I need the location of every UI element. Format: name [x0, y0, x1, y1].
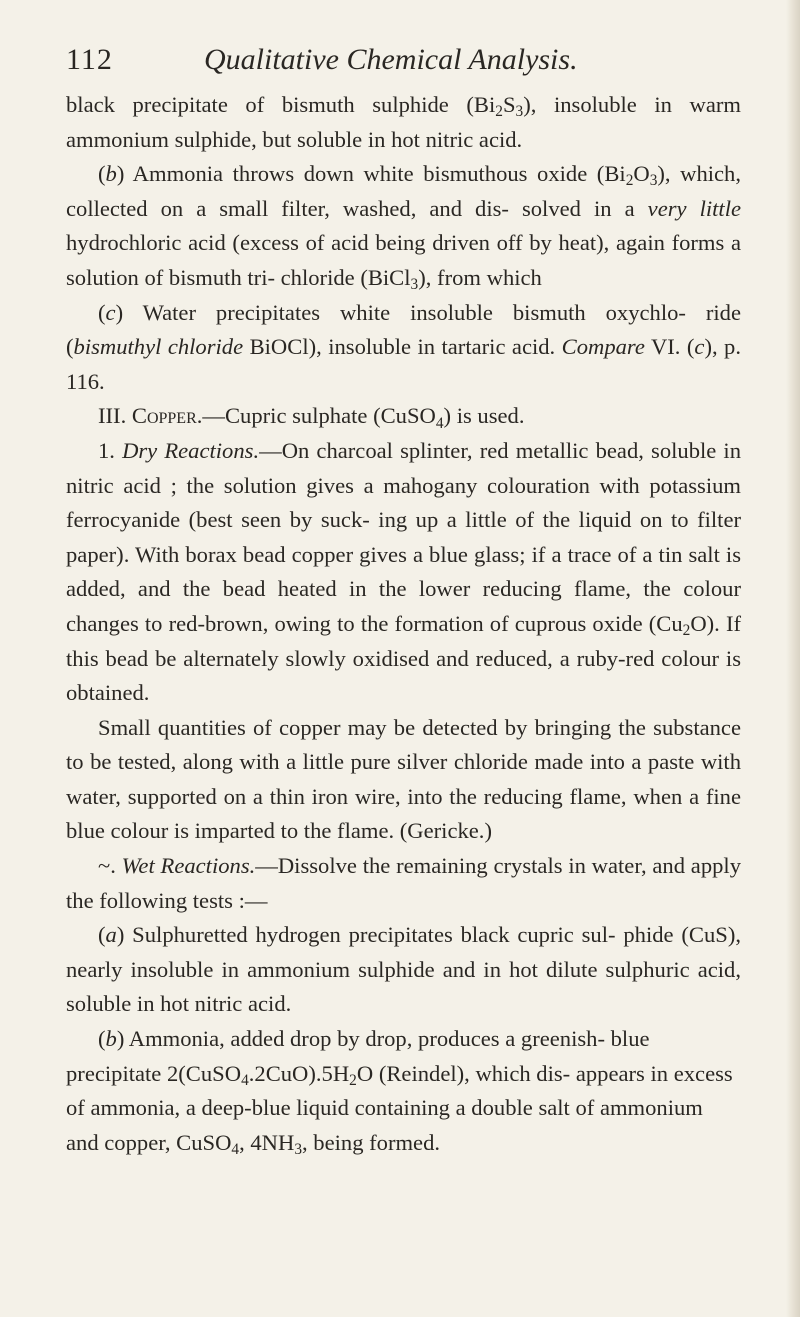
subscript: 2 — [682, 622, 691, 640]
text-run: ), p. 116. — [66, 334, 741, 394]
small-caps-text: Copper. — [131, 403, 203, 429]
paragraph-copper-small-quantities — [66, 711, 741, 849]
text-run: ( — [98, 1026, 106, 1052]
text-run: , being formed. — [302, 1129, 441, 1155]
text-run: hydrochloric acid (excess of acid being driven off by heat), again forms a solution of bismuth tri- chloride (BiCl — [66, 230, 741, 290]
italic-text: c — [105, 299, 116, 325]
text-run: O — [633, 161, 650, 187]
text-run: ~. — [98, 853, 122, 879]
text-run: .2CuO).5H — [248, 1060, 350, 1086]
page-number: 112 — [66, 43, 113, 76]
running-title: Qualitative Chemical Analysis. — [204, 43, 578, 76]
text-run: S — [502, 92, 516, 117]
subscript: 3 — [649, 172, 658, 190]
text-run: ) is used. — [443, 403, 525, 429]
text-run: ), insoluble in warm ammonium sulphide, but soluble in hot nitric acid. — [66, 92, 741, 152]
italic-text: bismuthyl chloride — [73, 334, 244, 360]
subscript: 4 — [435, 414, 444, 432]
subscript: 3 — [515, 103, 524, 121]
text-run: O). If this bead be alternately slowly oxidised and reduced, a ruby-red colour is obtained. — [66, 610, 741, 706]
text-run: ( — [98, 299, 106, 325]
subscript: 4 — [241, 1071, 249, 1089]
text-run: ), which, collected on a small filter, washed, and dis- solved in a — [66, 161, 742, 221]
paragraph-bismuth-water — [66, 296, 741, 400]
text-run: ( — [98, 161, 106, 187]
subscript: 3 — [294, 1141, 302, 1159]
text-run: VI. ( — [644, 334, 695, 360]
running-header — [66, 40, 716, 80]
body-text — [66, 88, 741, 1160]
text-run: ( — [98, 922, 106, 948]
subscript: 2 — [349, 1071, 357, 1089]
section-heading-copper — [66, 399, 741, 434]
text-run: —On charcoal splinter, red metallic bead, soluble in nitric acid ; the solution gives a mahogany colouration with potassium ferrocyanide (best seen by suck- ing up a little of the liquid on to filter paper). With borax bead copper gives a blue glass; if a trace of a tin salt is added, and the bead heated in the lower reducing flame, the colour changes to red-brown, owing to the formation of cuprous oxide (Cu — [66, 437, 741, 636]
page-edge-shadow — [786, 0, 800, 1317]
text-run: ), from which — [418, 264, 542, 290]
paragraph-bismuth-sulphide — [66, 88, 741, 157]
subscript: 4 — [231, 1141, 240, 1159]
italic-text: Compare — [561, 334, 645, 360]
paragraph-bismuth-ammonia — [66, 157, 741, 295]
text-run: —Dissolve the remaining crystals in water, and apply the following tests :— — [66, 853, 741, 913]
subscript: 2 — [625, 172, 634, 190]
paragraph-copper-wet-reactions — [66, 849, 741, 918]
italic-text: Wet Reactions. — [121, 853, 256, 879]
italic-text: c — [694, 334, 705, 360]
text-run: ) Water precipitates white insoluble bismuth oxychlo- ride ( — [66, 299, 741, 360]
text-run: black precipitate of bismuth sulphide (Bi — [66, 92, 496, 117]
text-run: —Cupric sulphate (CuSO — [202, 403, 436, 429]
paragraph-copper-sulphuretted-hydrogen — [66, 918, 741, 1022]
subscript: 3 — [410, 276, 419, 294]
text-run: BiOCl), insoluble in tartaric acid. — [243, 334, 562, 360]
text-run: ) Ammonia, added drop by drop, produces a greenish- blue precipitate 2(CuSO — [66, 1026, 650, 1086]
text-run: Small quantities of copper may be detected by bringing the substance to be tested, along with a little pure silver chloride made into a paste with water, supported on a thin iron wire, into the reducing flame, when a fine blue colour is imparted to the flame. (Gericke.) — [66, 714, 741, 844]
italic-text: Dry Reactions. — [122, 437, 260, 463]
text-run: ) Ammonia throws down white bismuthous oxide (Bi — [116, 161, 626, 187]
text-run: , 4NH — [239, 1129, 295, 1155]
paragraph-copper-ammonia — [66, 1022, 741, 1160]
subscript: 2 — [495, 103, 503, 121]
italic-text: b — [105, 1026, 117, 1052]
text-run: O (Reindel), which dis- appears in excess of ammonia, a deep-blue liquid containing a double salt of ammonium and copper, CuSO — [66, 1060, 733, 1155]
text-run: III. — [98, 403, 132, 429]
text-run: ) Sulphuretted hydrogen precipitates black cupric sul- phide (CuS), nearly insoluble in ammonium sulphide and in hot dilute sulphuric acid, soluble in hot nitric acid. — [66, 922, 741, 1017]
italic-text: very little — [647, 195, 741, 221]
italic-text: b — [105, 161, 117, 187]
paragraph-copper-dry-reactions — [66, 434, 741, 711]
text-run: 1. — [98, 437, 123, 463]
italic-text: a — [105, 922, 117, 948]
